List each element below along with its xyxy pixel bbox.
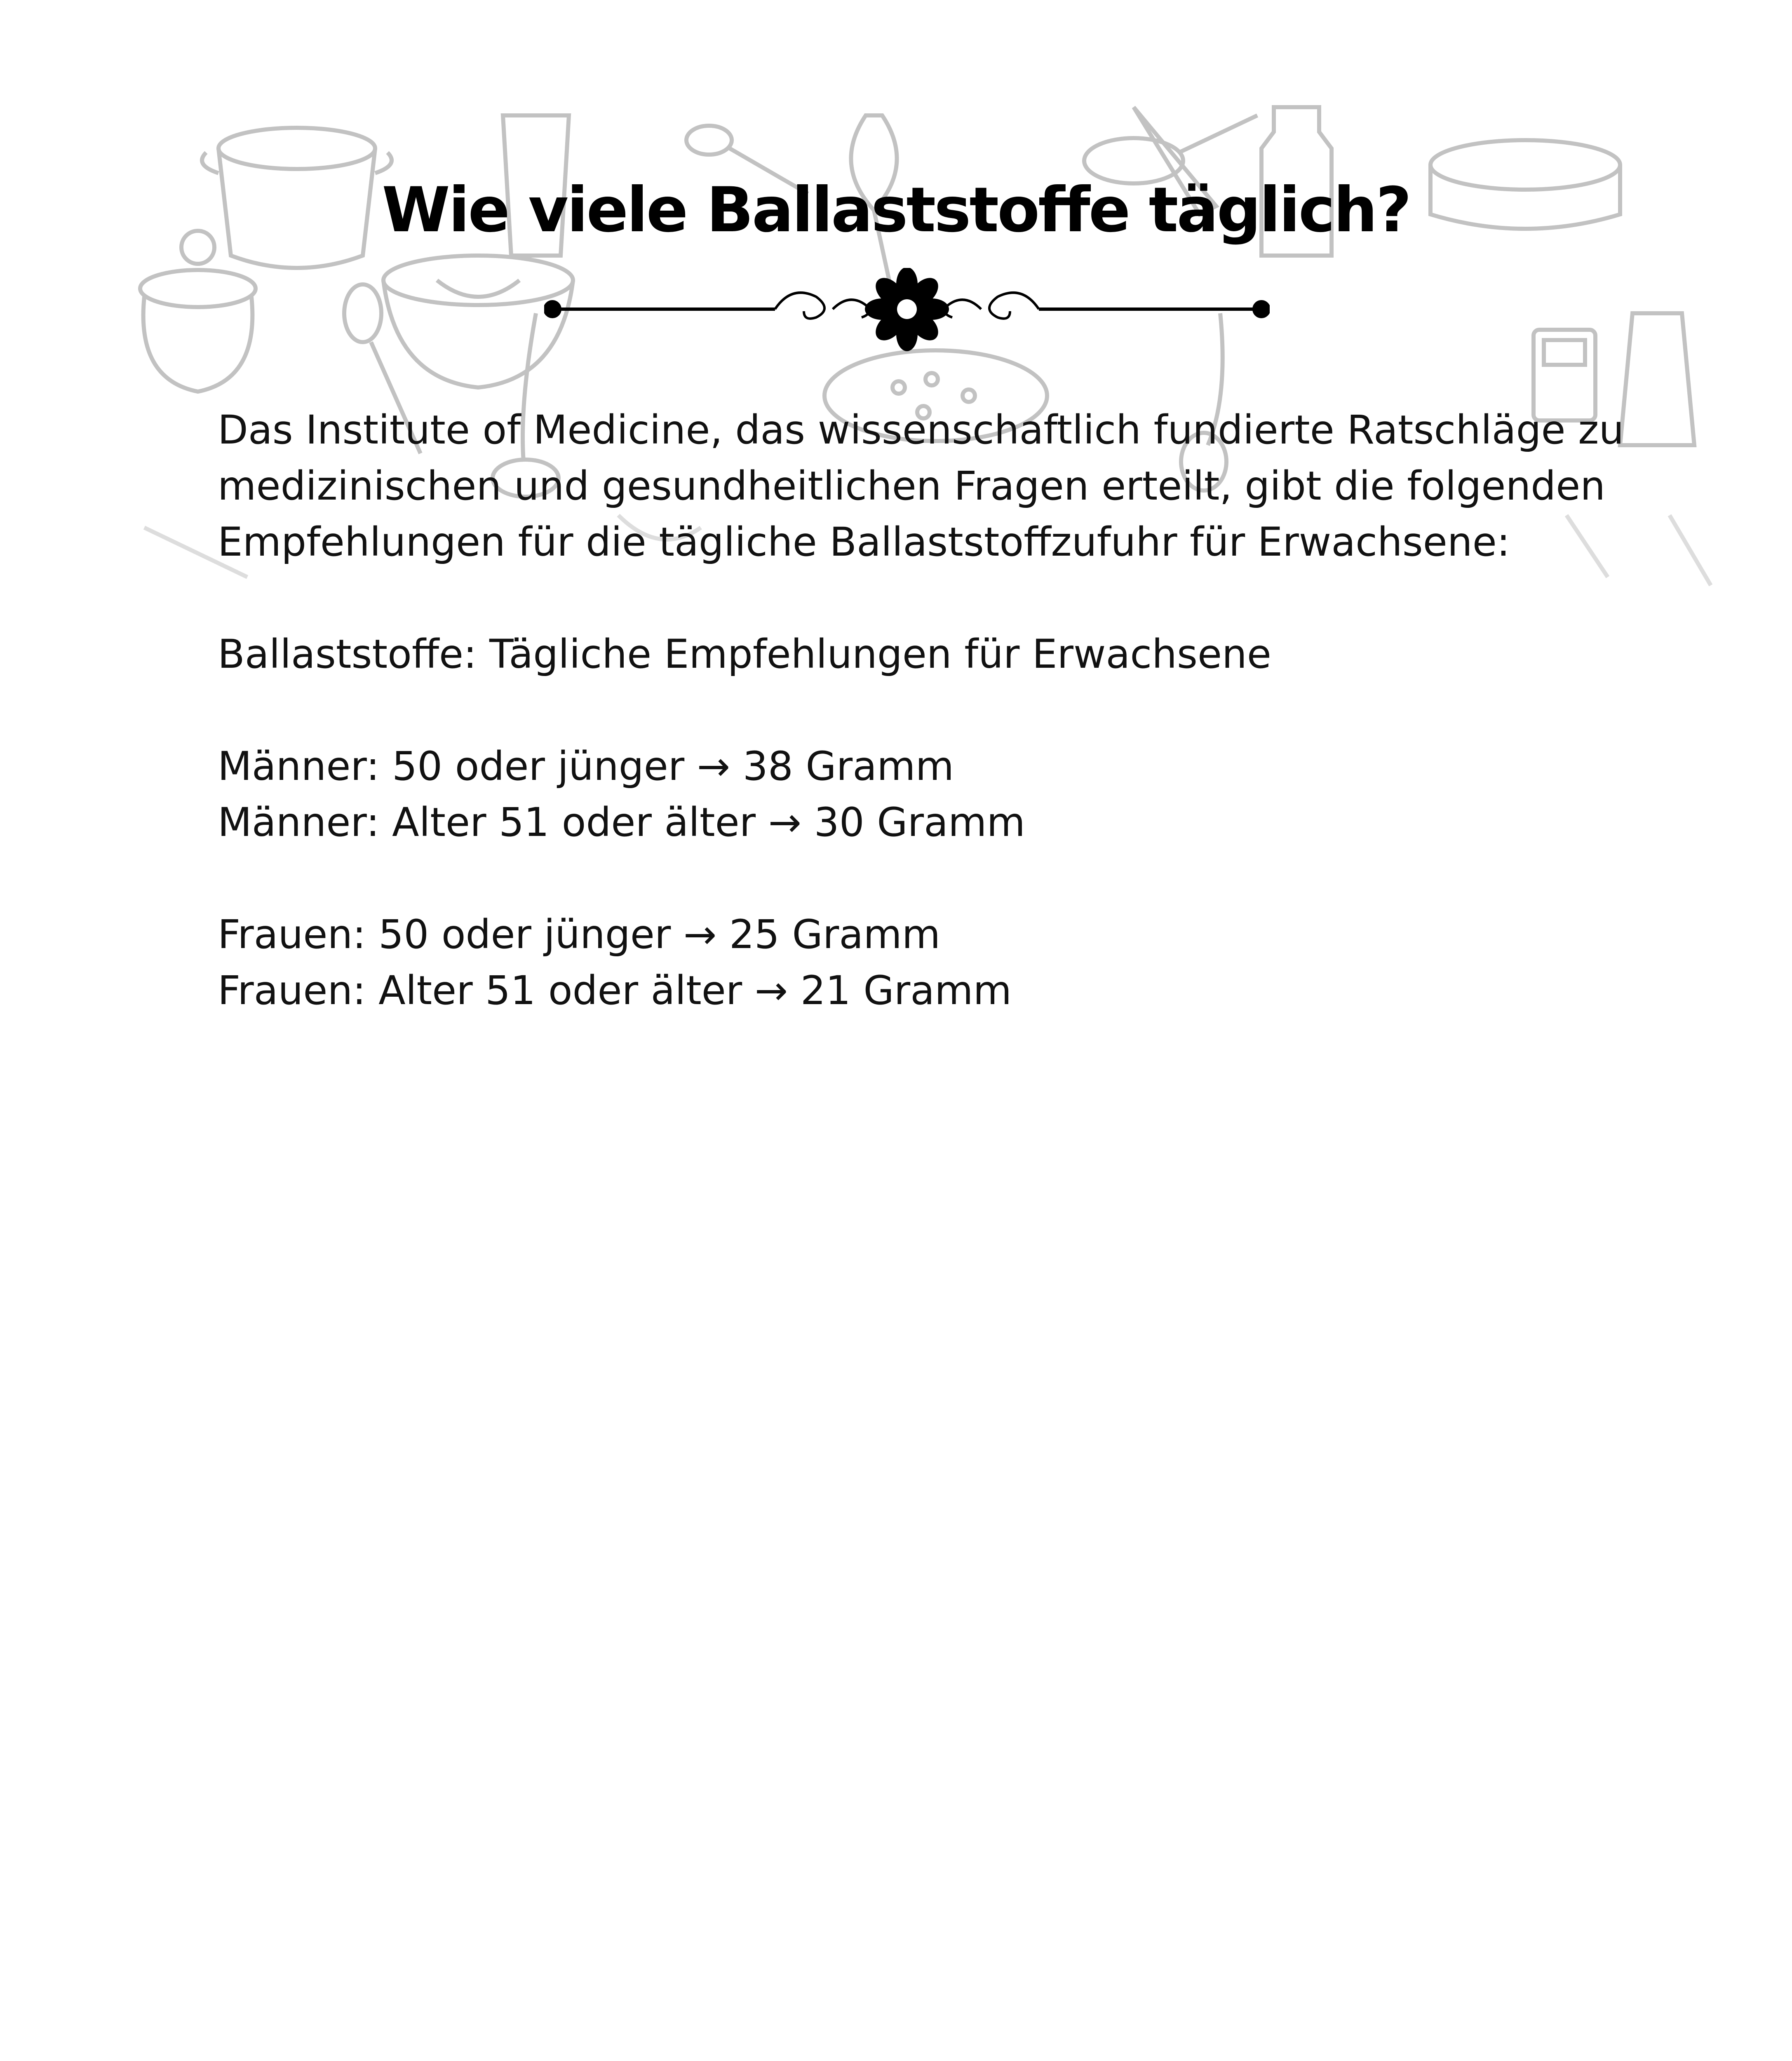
sugar-bowl-icon bbox=[140, 231, 256, 392]
women-51-plus: Frauen: Alter 51 oder älter → 21 Gramm bbox=[218, 967, 1012, 1014]
men-under-50: Männer: 50 oder jünger → 38 Gramm bbox=[218, 743, 954, 789]
page-title: Wie viele Ballaststoffe täglich? bbox=[382, 174, 1410, 246]
men-51-plus: Männer: Alter 51 oder älter → 30 Gramm bbox=[218, 799, 1025, 845]
recommendations-heading: Ballaststoffe: Tägliche Empfehlungen für Erwachsene bbox=[218, 631, 1271, 677]
intro-paragraph: Das Institute of Medicine, das wissenschaftlich fundierte Ratschläge zu medizinischen und gesundheitlichen Fragen erteilt, gibt die folgenden Empfehlungen für die tägliche Ballaststoffzufuhr für Erwachsene: bbox=[218, 407, 1624, 565]
title-divider-ornament bbox=[544, 268, 1270, 359]
flower-ornament-icon bbox=[865, 268, 949, 351]
article-body bbox=[218, 402, 1660, 1019]
background-kitchen-sketches-bottom bbox=[0, 2045, 1792, 2061]
women-under-50: Frauen: 50 oder jünger → 25 Gramm bbox=[218, 911, 941, 958]
